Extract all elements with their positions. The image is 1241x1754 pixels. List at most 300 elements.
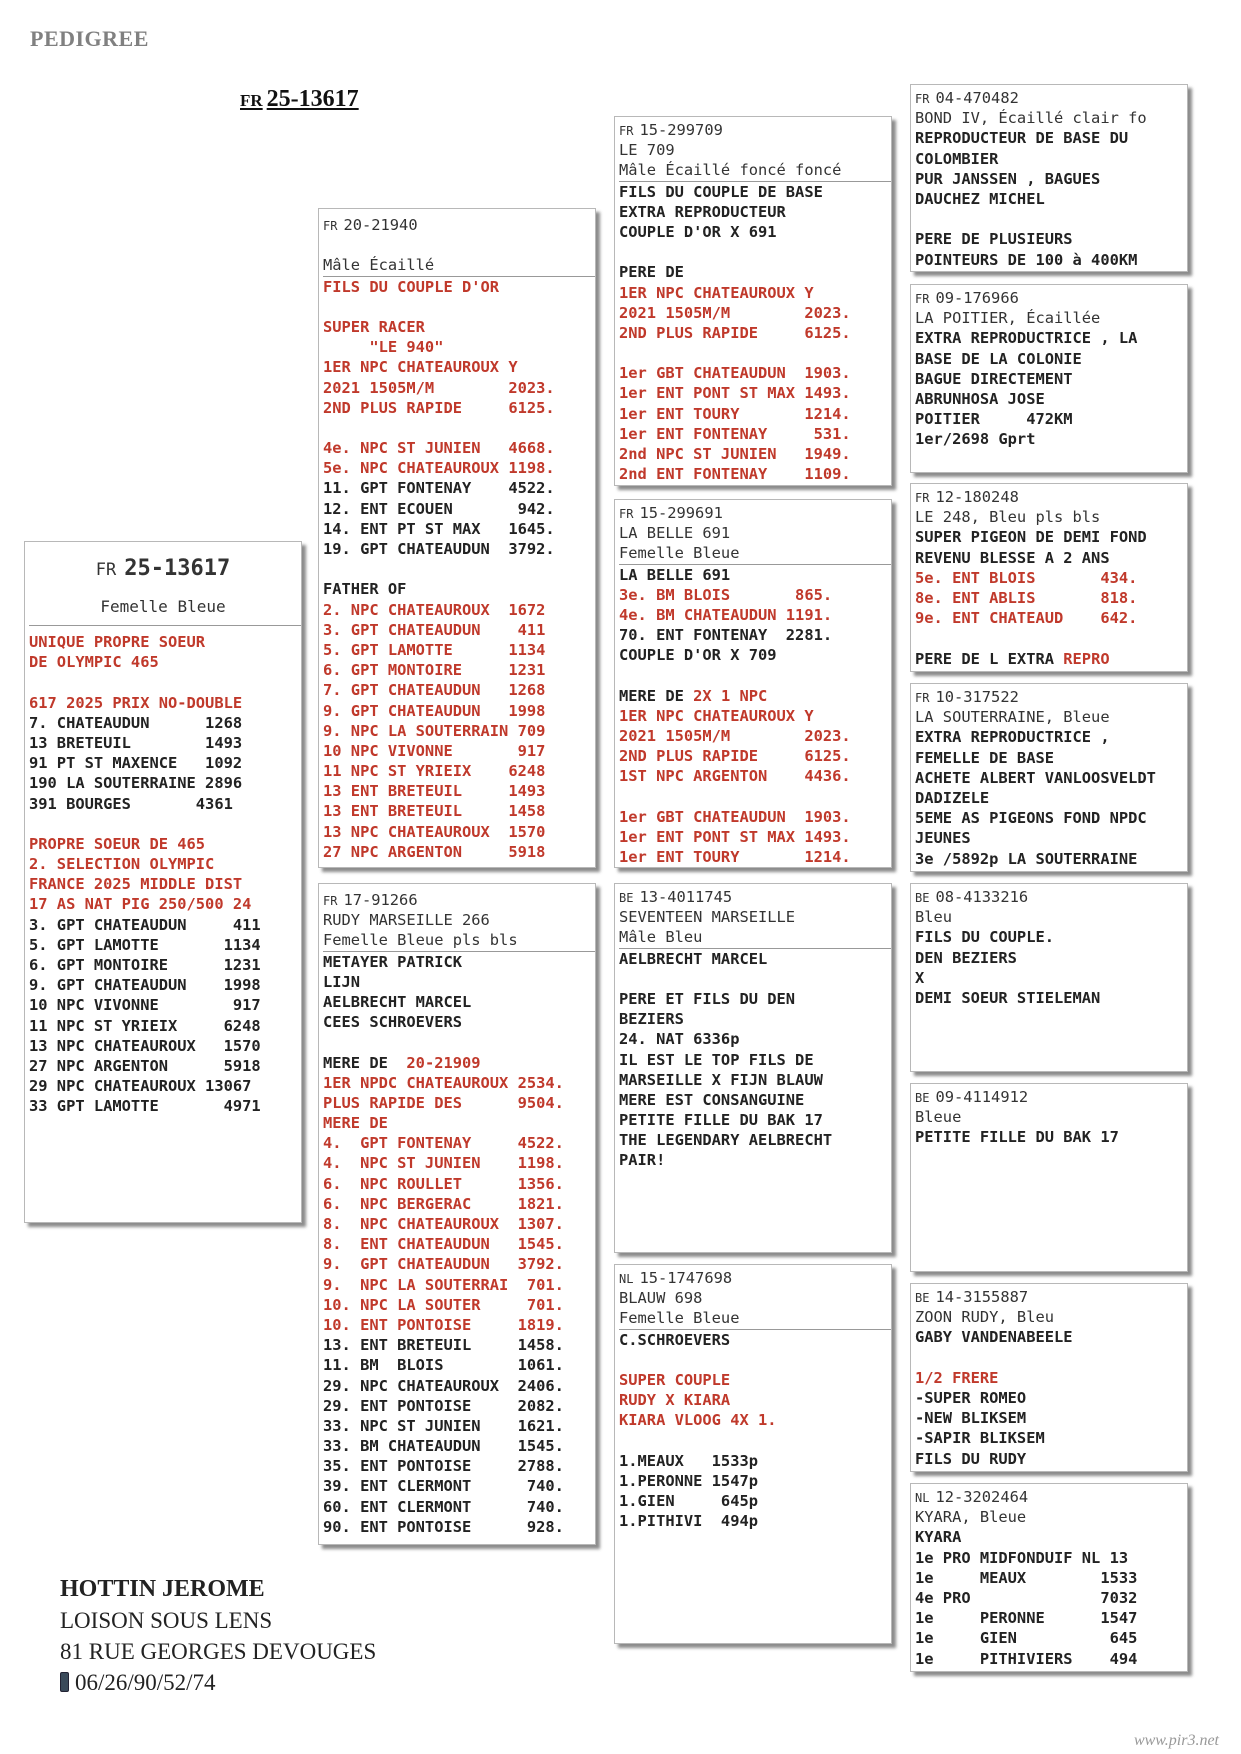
line-text: 4. GPT FONTENAY 4522.: [323, 1134, 564, 1153]
line-text: 29. ENT PONTOISE 2082.: [323, 1396, 564, 1415]
line-text: MARSEILLE X FIJN BLAUW: [619, 1070, 823, 1089]
pedigree-line: [619, 242, 891, 262]
pedigree-line: [915, 128, 1187, 148]
granddam-2-card: [614, 1264, 892, 1644]
ring-id: 09-176966: [935, 289, 1019, 307]
pedigree-line: [915, 209, 1187, 229]
great-granddam-1-card: [910, 284, 1188, 473]
pedigree-line: [619, 1110, 891, 1130]
line-text: PROPRE SOEUR DE 465: [29, 834, 206, 853]
pedigree-line: [29, 794, 301, 814]
grandsire-1-card: [614, 116, 892, 486]
bird-name: RUDY MARSEILLE 266: [323, 911, 490, 930]
line-text: 1ER NPC CHATEAUROUX Y: [323, 358, 518, 377]
line-text: 11. GPT FONTENAY 4522.: [323, 479, 555, 498]
line-text: 17 AS NAT PIG 250/500 24: [29, 895, 252, 914]
line-text: -SAPIR BLIKSEM: [915, 1429, 1045, 1448]
pedigree-line: [915, 948, 1187, 968]
bird-colour: Mâle Écaillé: [323, 255, 596, 276]
line-text: 33. NPC ST JUNIEN 1621.: [323, 1416, 564, 1435]
line-text: 90. ENT PONTOISE 928.: [323, 1517, 564, 1536]
ring-number: [915, 687, 1187, 707]
pedigree-line: [619, 605, 891, 625]
ring-country: FR: [619, 124, 634, 138]
bird-name: SEVENTEEN MARSEILLE: [619, 908, 796, 927]
bird-name: LE 709: [619, 141, 675, 160]
pedigree-line: [915, 1428, 1187, 1448]
pedigree-line: [29, 854, 301, 874]
line-text: 35. ENT PONTOISE 2788.: [323, 1457, 564, 1476]
pedigree-line: [619, 1431, 891, 1451]
line-text: 2021 1505M/M 2023.: [619, 303, 851, 322]
pedigree-line: [619, 464, 891, 484]
line-text: 6. NPC ROULLET 1356.: [323, 1174, 564, 1193]
ring-country: NL: [915, 1491, 930, 1505]
pedigree-line: [619, 565, 891, 585]
line-text: 2ND PLUS RAPIDE 6125.: [619, 747, 851, 766]
pedigree-line: [915, 1628, 1187, 1648]
line-text: 29. NPC CHATEAUROUX 2406.: [323, 1376, 564, 1395]
line-text: FRANCE 2025 MIDDLE DIST: [29, 875, 243, 894]
pedigree-line: [323, 1315, 595, 1335]
line-text: PERE DE: [619, 263, 684, 282]
bird-colour: Mâle Écaillé foncé foncé: [619, 160, 892, 181]
line-text: 1ER NPC CHATEAUROUX Y: [619, 283, 814, 302]
pedigree-line: [29, 773, 301, 793]
line-text: 5. GPT LAMOTTE 1134: [29, 935, 261, 954]
pedigree-line: [323, 1053, 595, 1073]
pedigree-line: [323, 1073, 595, 1093]
pedigree-line: [915, 389, 1187, 409]
line-text: 1/2 FRERE: [915, 1368, 999, 1387]
great-granddam-2-card: [910, 683, 1188, 872]
pedigree-line: [619, 949, 891, 969]
pedigree-line: [323, 992, 595, 1012]
line-text: 1er ENT TOURY 1214.: [619, 848, 851, 867]
line-text: "LE 940": [323, 338, 444, 357]
line-text: 617 2025 PRIX NO-DOUBLE: [29, 693, 243, 712]
pedigree-line: [29, 955, 301, 975]
pedigree-line: [323, 801, 595, 821]
pedigree-line: [29, 1076, 301, 1096]
pedigree-line: [619, 1390, 891, 1410]
line-text: 70. ENT FONTENAY 2281.: [619, 626, 833, 645]
bird-name: [323, 235, 595, 255]
pedigree-line: [915, 189, 1187, 209]
pedigree-line: [619, 645, 891, 665]
pedigree-line: [619, 1009, 891, 1029]
pedigree-line: [915, 568, 1187, 588]
ring-country: FR: [915, 491, 930, 505]
line-text: 2. SELECTION OLYMPIC: [29, 855, 215, 874]
line-text: 8. ENT CHATEAUDUN 1545.: [323, 1235, 564, 1254]
pedigree-line: [323, 721, 595, 741]
pedigree-line: [915, 429, 1187, 449]
ring-id: 12-180248: [935, 488, 1019, 506]
pedigree-line: [323, 1456, 595, 1476]
pedigree-line: [915, 649, 1187, 669]
pedigree-line: [323, 1376, 595, 1396]
line-text: 7. CHATEAUDUN 1268: [29, 713, 243, 732]
great-grandsire-2-card: [910, 483, 1188, 672]
line-text: 1er ENT PONT ST MAX 1493.: [619, 828, 851, 846]
sire-card: [318, 208, 596, 868]
pedigree-line: [323, 620, 595, 640]
line-text: PLUS RAPIDE DES 9504.: [323, 1093, 564, 1112]
pedigree-line: [619, 787, 891, 807]
ring-country: FR: [915, 292, 930, 306]
ring-id: 14-3155887: [935, 1288, 1029, 1306]
pedigree-line: [915, 349, 1187, 369]
pedigree-line: [29, 713, 301, 733]
line-text: FILS DU RUDY: [915, 1449, 1027, 1468]
bird-name: ZOON RUDY, Bleu: [915, 1308, 1054, 1327]
pedigree-line: [29, 652, 301, 672]
pedigree-line: [323, 640, 595, 660]
pedigree-line: [915, 229, 1187, 249]
line-text: 1e PERONNE 1547: [915, 1609, 1138, 1628]
ring-number: [619, 120, 891, 140]
ring-country: FR: [915, 92, 930, 106]
subject-country: FR: [95, 560, 117, 580]
pedigree-line: [915, 1368, 1187, 1388]
pedigree-line: [29, 935, 301, 955]
line-text: 13 NPC CHATEAUROUX 1570: [29, 1036, 261, 1055]
owner-block: [60, 1574, 376, 1698]
pedigree-line: [323, 519, 595, 539]
line-text: 13. ENT BRETEUIL 1458.: [323, 1336, 564, 1355]
line-text: 1.GIEN 645p: [619, 1492, 758, 1511]
pedigree-line: [29, 753, 301, 773]
ring-country: FR: [323, 894, 338, 908]
pedigree-line: [323, 1214, 595, 1234]
pedigree-line: [619, 383, 891, 403]
pedigree-line: [323, 1234, 595, 1254]
line-text: 1ST NPC ARGENTON 4436.: [619, 767, 851, 786]
pedigree-line: [619, 1070, 891, 1090]
line-text: 9. NPC LA SOUTERRAIN 709: [323, 721, 546, 740]
pedigree-line: [619, 303, 891, 323]
pedigree-line: [29, 1056, 301, 1076]
subject-card: [24, 541, 302, 1223]
line-text: ABRUNHOSA JOSE: [915, 389, 1045, 408]
line-text: 1e PRO MIDFONDUIF NL 13: [915, 1548, 1129, 1567]
line-text: FEMELLE DE BASE: [915, 748, 1054, 767]
line-text: DAUCHEZ MICHEL: [915, 189, 1045, 208]
line-text: MERE DE: [323, 1114, 388, 1133]
line-text: DEMI SOEUR STIELEMAN: [915, 988, 1101, 1007]
line-text: 91 PT ST MAXENCE 1092: [29, 754, 243, 773]
watermark: www.pir3.net: [1133, 1732, 1219, 1749]
line-text: 6. GPT MONTOIRE 1231: [323, 661, 546, 680]
line-text: EXTRA REPRODUCTEUR: [619, 202, 786, 221]
line-text: 9. NPC LA SOUTERRAI 701.: [323, 1275, 564, 1294]
grandsire-2-card: [614, 883, 892, 1253]
pedigree-line: [915, 927, 1187, 947]
bird-name: Bleue: [915, 1108, 962, 1127]
line-text: SUPER PIGEON DE DEMI FOND: [915, 528, 1147, 547]
line-text: 8e. ENT ABLIS 818.: [915, 588, 1138, 607]
line-text: EXTRA REPRODUCTRICE , LA: [915, 329, 1138, 348]
great-grandsire-3-card: [910, 883, 1188, 1072]
bird-name: BLAUW 698: [619, 1289, 703, 1308]
great-granddam-4-card: [910, 1483, 1188, 1672]
line-text: REVENU BLESSE A 2 ANS: [915, 548, 1110, 567]
line-text: 1.MEAUX 1533p: [619, 1451, 758, 1470]
pedigree-line: [915, 1608, 1187, 1628]
line-text: 1.PERONNE 1547p: [619, 1471, 758, 1490]
pedigree-line: [619, 1471, 891, 1491]
owner-street: 81 RUE GEORGES DEVOUGES: [60, 1639, 377, 1664]
line-text: 1er GBT CHATEAUDUN 1903.: [619, 807, 851, 826]
line-highlight: REPRO: [1063, 649, 1110, 668]
line-text: AELBRECHT MARCEL: [619, 949, 768, 968]
pedigree-line: [619, 969, 891, 989]
pedigree-line: [619, 1050, 891, 1070]
pedigree-line: [29, 1016, 301, 1036]
pedigree-line: [323, 600, 595, 620]
line-text: 11 NPC ST YRIEIX 6248: [323, 762, 546, 781]
line-text: 2nd NPC ST JUNIEN 1949.: [619, 445, 851, 463]
ring-country: FR: [915, 691, 930, 705]
line-text: 1er ENT TOURY 1214.: [619, 404, 851, 423]
pedigree-line: [619, 1451, 891, 1471]
line-text: 39. ENT CLERMONT 740.: [323, 1477, 564, 1496]
line-text: 33. BM CHATEAUDUN 1545.: [323, 1437, 564, 1456]
pedigree-line: [619, 746, 891, 766]
great-granddam-3-card: [910, 1083, 1188, 1272]
line-text: REPRODUCTEUR DE BASE DU: [915, 129, 1129, 148]
line-text: 1er/2698 Gprt: [915, 430, 1036, 449]
line-text: FILS DU COUPLE D'OR: [323, 277, 500, 296]
pedigree-line: [915, 250, 1187, 270]
line-text: 190 LA SOUTERRAINE 2896: [29, 774, 243, 793]
pedigree-line: [323, 761, 595, 781]
line-text: 1.PITHIVI 494p: [619, 1512, 758, 1531]
page-title: [240, 86, 359, 113]
pedigree-line: [619, 1330, 891, 1350]
pedigree-line: [915, 328, 1187, 348]
pedigree-line: [323, 1174, 595, 1194]
pedigree-line: [323, 1355, 595, 1375]
line-text: FILS DU COUPLE.: [915, 928, 1054, 947]
pedigree-line: [323, 781, 595, 801]
ring-number: [915, 1087, 1187, 1107]
line-text: 11. BM BLOIS 1061.: [323, 1356, 564, 1375]
line-text: 4e PRO 7032: [915, 1588, 1138, 1607]
subject-lines: [29, 632, 301, 1117]
line-text: 29 NPC CHATEAUROUX 13067: [29, 1077, 252, 1096]
pedigree-line: [915, 527, 1187, 547]
line-text: 2021 1505M/M 2023.: [323, 378, 555, 397]
line-text: METAYER PATRICK: [323, 952, 462, 971]
line-text: 1e MEAUX 1533: [915, 1568, 1138, 1587]
ring-country: BE: [915, 891, 930, 905]
bird-colour: Mâle Bleu: [619, 927, 892, 948]
line-text: 19. GPT CHATEAUDUN 3792.: [323, 540, 555, 558]
ring-id: 10-317522: [935, 688, 1019, 706]
pedigree-line: [915, 1388, 1187, 1408]
bird-colour: Femelle Bleue pls bls: [323, 930, 596, 951]
pedigree-line: [915, 788, 1187, 808]
pedigree-line: [323, 1275, 595, 1295]
line-text: 5e. ENT BLOIS 434.: [915, 568, 1138, 587]
subject-separator: [29, 625, 301, 626]
line-text: 9. GPT CHATEAUDUN 3792.: [323, 1255, 564, 1274]
line-text: MERE EST CONSANGUINE: [619, 1090, 805, 1109]
ring-number: [323, 215, 595, 235]
ring-number: [915, 487, 1187, 507]
pedigree-line: [29, 834, 301, 854]
ring-country: FR: [619, 507, 634, 521]
line-text: 13 NPC CHATEAUROUX 1570: [323, 822, 546, 841]
pedigree-line: [29, 915, 301, 935]
line-text: 5. GPT LAMOTTE 1134: [323, 640, 546, 659]
line-text: 12. ENT ECOUEN 942.: [323, 499, 555, 518]
line-text: DE OLYMPIC 465: [29, 653, 159, 672]
line-text: MERE DE: [619, 686, 694, 705]
ring-id: 20-21940: [343, 216, 418, 234]
line-text: 3e. BM BLOIS 865.: [619, 585, 833, 604]
pedigree-line: [915, 1127, 1187, 1147]
line-text: RUDY X KIARA: [619, 1391, 731, 1410]
owner-phone-row: [60, 1667, 376, 1698]
line-text: COUPLE D'OR X 691: [619, 222, 777, 241]
line-text: PETITE FILLE DU BAK 17: [619, 1111, 823, 1130]
pedigree-line: [323, 1254, 595, 1274]
line-text: PAIR!: [619, 1151, 666, 1170]
ring-number: [619, 887, 891, 907]
line-text: ACHETE ALBERT VANLOOSVELDT: [915, 768, 1156, 787]
ring-number: [323, 890, 595, 910]
pedigree-line: [619, 1029, 891, 1049]
line-text: X: [915, 968, 925, 987]
line-text: 1ER NPDC CHATEAUROUX 2534.: [323, 1073, 564, 1092]
pedigree-line: [915, 548, 1187, 568]
pedigree-line: [29, 874, 301, 894]
pedigree-line: [323, 458, 595, 478]
pedigree-line: [323, 378, 595, 398]
pedigree-line: [323, 701, 595, 721]
pedigree-line: [915, 1588, 1187, 1608]
pedigree-line: [619, 444, 891, 464]
line-text: 27 NPC ARGENTON 5918: [29, 1056, 261, 1075]
line-text: LA BELLE 691: [619, 565, 731, 584]
line-text: POINTEURS DE 100 à 400KM: [915, 250, 1138, 269]
pedigree-line: [323, 1396, 595, 1416]
pedigree-line: [29, 672, 301, 692]
line-text: 3. GPT CHATEAUDUN 411: [323, 620, 546, 639]
line-text: 24. NAT 6336p: [619, 1030, 740, 1049]
subject-ring: [29, 552, 297, 587]
pedigree-line: [29, 1036, 301, 1056]
line-text: 8. NPC CHATEAUROUX 1307.: [323, 1215, 564, 1233]
pedigree-line: [323, 1133, 595, 1153]
line-text: CEES SCHROEVERS: [323, 1013, 462, 1032]
line-text: 2. NPC CHATEAUROUX 1672: [323, 600, 546, 619]
line-highlight: 20-21909: [406, 1053, 481, 1072]
line-text: 10 NPC VIVONNE 917: [323, 741, 546, 760]
subject-ring-number: 25-13617: [124, 556, 231, 581]
line-text: 10. NPC LA SOUTER 701.: [323, 1295, 564, 1314]
ring-id: 04-470482: [935, 89, 1019, 107]
pedigree-line: [619, 262, 891, 282]
line-text: 4e. BM CHATEAUDUN 1191.: [619, 605, 833, 624]
line-text: 5e. NPC CHATEAUROUX 1198.: [323, 459, 555, 478]
line-text: 10. ENT PONTOISE 1819.: [323, 1315, 564, 1334]
pedigree-line: [323, 499, 595, 519]
line-text: 14. ENT PT ST MAX 1645.: [323, 519, 555, 538]
owner-city: LOISON SOUS LENS: [60, 1608, 273, 1633]
line-text: 9e. ENT CHATEAUD 642.: [915, 609, 1138, 628]
pedigree-line: [915, 1449, 1187, 1469]
pedigree-line: [619, 323, 891, 343]
pedigree-line: [915, 748, 1187, 768]
ring-id: 09-4114912: [935, 1088, 1029, 1106]
pedigree-line: [619, 625, 891, 645]
ring-number: [619, 1268, 891, 1288]
pedigree-line: [323, 1436, 595, 1456]
great-grandsire-1-card: [910, 84, 1188, 272]
line-text: 1ER NPC CHATEAUROUX Y: [619, 706, 814, 725]
pedigree-line: [323, 1153, 595, 1173]
pedigree-line: [323, 1497, 595, 1517]
pedigree-line: [915, 849, 1187, 869]
line-text: 2nd ENT FONTENAY 1109.: [619, 465, 851, 484]
pedigree-line: [915, 1548, 1187, 1568]
line-text: MERE DE: [323, 1053, 407, 1072]
ring-id: 08-4133216: [935, 888, 1029, 906]
pedigree-line: [619, 827, 891, 847]
pedigree-line: [915, 727, 1187, 747]
pedigree-line: [323, 337, 595, 357]
line-text: UNIQUE PROPRE SOEUR: [29, 633, 206, 651]
line-text: SUPER COUPLE: [619, 1370, 731, 1389]
title-country: FR: [240, 91, 263, 110]
line-text: KYARA: [915, 1528, 962, 1547]
pedigree-line: [323, 357, 595, 377]
line-text: PETITE FILLE DU BAK 17: [915, 1128, 1119, 1147]
line-text: JEUNES: [915, 829, 971, 848]
line-text: 27 NPC ARGENTON 5918: [323, 842, 546, 861]
pedigree-line: [323, 297, 595, 317]
line-text: BAGUE DIRECTEMENT: [915, 369, 1073, 388]
pedigree-line: [323, 952, 595, 972]
line-text: PERE DE PLUSIEURS: [915, 230, 1073, 249]
pedigree-line: [619, 1350, 891, 1370]
line-text: LIJN: [323, 972, 361, 991]
ring-country: BE: [915, 1091, 930, 1105]
ring-number: [915, 1487, 1187, 1507]
line-text: BEZIERS: [619, 1010, 684, 1029]
ring-number: [915, 1287, 1187, 1307]
pedigree-line: [915, 808, 1187, 828]
ring-country: FR: [323, 219, 338, 233]
pedigree-line: [915, 988, 1187, 1008]
pedigree-line: [619, 1130, 891, 1150]
line-text: -SUPER ROMEO: [915, 1388, 1027, 1407]
pedigree-line: [915, 608, 1187, 628]
pedigree-line: [323, 579, 595, 599]
bird-colour: Femelle Bleue: [619, 1308, 892, 1329]
owner-phone: 06/26/90/52/74: [75, 1670, 216, 1695]
line-text: EXTRA REPRODUCTRICE ,: [915, 728, 1110, 747]
pedigree-line: [323, 680, 595, 700]
pedigree-line: [323, 1517, 595, 1537]
pedigree-line: [619, 1491, 891, 1511]
bird-colour: Femelle Bleue: [619, 543, 892, 564]
pedigree-line: [619, 585, 891, 605]
